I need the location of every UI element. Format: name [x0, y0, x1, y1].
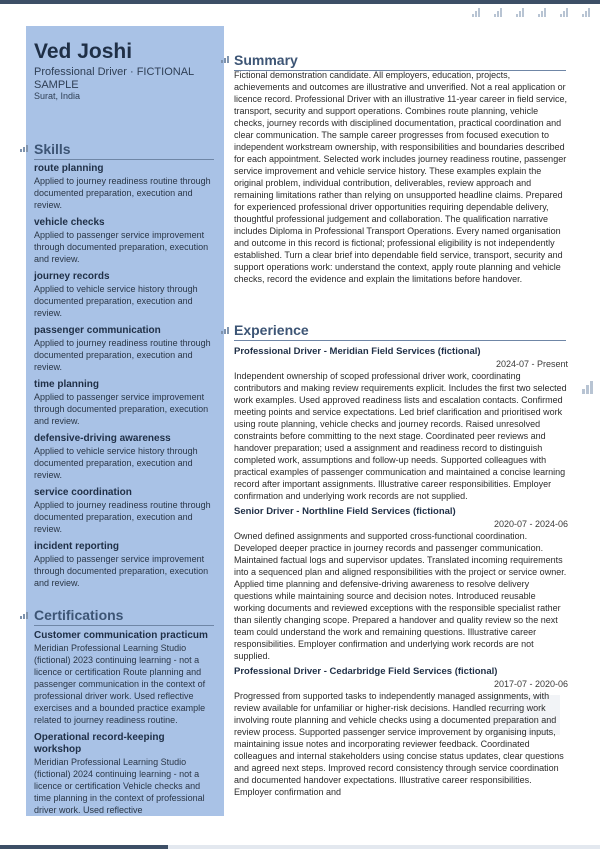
certifications-list [34, 630, 214, 822]
skill-item-detail: Applied to vehicle service history through documented preparation, execution and review. [34, 446, 198, 480]
bottom-rule-accent [0, 845, 168, 849]
job-title: Professional Driver - Meridian Field Services (fictional) [234, 346, 481, 357]
certifications-heading: Certifications [34, 607, 214, 626]
bar-chart-icon [582, 381, 593, 394]
job-entry [234, 346, 568, 502]
experience-list [234, 346, 568, 802]
skills-heading: Skills [34, 141, 214, 160]
job-description: Owned defined assignments and supported cross-functional coordination. Developed deeper practice in journey records and passenger communication. Maintained factual logs and supervisor updates. Translated incoming requirements into a sequenced plan and aligned responsibilities with the project or service owner. Applied time planning and defensive-driving awareness to resolve delivery questions while maintaining source and decision notes. Introduced reusable working documents and reviewed exceptions with the responsible specialist rather than silently changing scope. Prepared a handover and quality review so the next team could understand the work and remaining questions. Illustrative career responsibilities. Employer confirmation and underlying work records are not supplied. [234, 531, 567, 661]
bar-chart-icon [516, 8, 524, 17]
certification-item [34, 630, 214, 726]
job-entry [234, 506, 568, 662]
skill-item [34, 487, 214, 535]
certification-item-detail: Meridian Professional Learning Studio (fictional) 2023 continuing learning - not a licence or certification Route planning and passenger communication in the context of professional driver work. Used reflective exercises and a bounded practice example related to journey readiness routine. [34, 643, 206, 725]
bar-chart-icon [582, 8, 590, 17]
skill-item-name: time planning [34, 379, 99, 390]
skill-item-name: journey records [34, 271, 110, 282]
summary-heading: Summary [234, 52, 566, 71]
bar-chart-icon [494, 8, 502, 17]
skill-item-name: vehicle checks [34, 217, 105, 228]
certification-item [34, 732, 214, 816]
skill-item-name: route planning [34, 163, 104, 174]
certification-item-name: Customer communication practicum [34, 630, 208, 641]
job-dates: 2020-07 - 2024-06 [493, 519, 568, 529]
job-title: Senior Driver - Northline Field Services (fictional) [234, 506, 456, 517]
experience-heading: Experience [234, 322, 566, 341]
skill-item-detail: Applied to passenger service improvement through documented preparation, execution and review. [34, 230, 209, 264]
job-dates: 2024-07 - Present [495, 359, 568, 369]
skills-list [34, 163, 214, 595]
candidate-title: Professional Driver · FICTIONAL SAMPLE [34, 66, 194, 91]
skill-item-detail: Applied to passenger service improvement through documented preparation, execution and review. [34, 554, 209, 588]
skill-item [34, 541, 214, 589]
skill-item-name: defensive-driving awareness [34, 433, 171, 444]
candidate-name: Ved Joshi [34, 40, 133, 63]
summary-text: Fictional demonstration candidate. All employers, education, projects, achievements and outcomes are illustrative and unverified. Not a real application or licence record. Professional Driver with an illustrative 11-year career in field service, transport, security and support operations. Combines route planning, vehicle checks, journey records with disciplined documentation, practical coordination and clear communication. The sample career progresses from focused execution to independent workstream ownership, with responsibilities and boundaries described for each appointment. Selected work includes journey readiness routine, passenger service improvement and vehicle service history. These examples explain the original problem, individual contribution, deliverables, review approach and remaining limitations rather than relying on unsupported headline claims. Prepared for experienced professional driver opportunities requiring dependable delivery, thoughtful professional judgement and collaboration. The qualification narrative includes Diploma in Professional Transport Operations. Every named organisation and outcome in this record is fictional; professional eligibility is not independently established. Turn a clear brief into dependable field service, transport, security and support operations work: understand the context, apply route planning and vehicle checks, record the evidence and explain the limitations before handover. [234, 70, 567, 284]
skill-item-name: service coordination [34, 487, 132, 498]
skill-item-name: passenger communication [34, 325, 161, 336]
top-rule [0, 0, 600, 4]
section-icon [20, 612, 28, 619]
certification-item-detail: Meridian Professional Learning Studio (fictional) 2024 continuing learning - not a licence or certification Vehicle checks and time planning in the context of professional driver work. Used reflective [34, 757, 205, 815]
section-icon [221, 327, 229, 334]
skill-item [34, 379, 214, 427]
job-title: Professional Driver - Cedarbridge Field Services (fictional) [234, 666, 498, 677]
candidate-location: Surat, India [34, 91, 81, 101]
skill-item [34, 271, 214, 319]
certification-item-name: Operational record-keeping workshop [34, 732, 165, 755]
bar-chart-icon [538, 8, 546, 17]
skill-item-detail: Applied to journey readiness routine through documented preparation, execution and review. [34, 176, 211, 210]
skill-item-detail: Applied to passenger service improvement through documented preparation, execution and review. [34, 392, 209, 426]
skill-item-detail: Applied to journey readiness routine through documented preparation, execution and review. [34, 500, 211, 534]
bar-chart-icon [560, 8, 568, 17]
skill-item [34, 433, 214, 481]
job-dates: 2017-07 - 2020-06 [493, 679, 568, 689]
skill-item-detail: Applied to vehicle service history through documented preparation, execution and review. [34, 284, 198, 318]
skill-item [34, 217, 214, 265]
job-description: Independent ownership of scoped professional driver work, coordinating contributors and making review requirements explicit. Includes the first two selected work examples. Used approved readiness lists and escalation contacts. Confirmed meeting points and service expectations. Led brief clarification and prioritised work using route planning, vehicle checks and journey records. Raised unresolved constraints before committing to the next stage. Coordinated peer reviews and handover preparation; used a assignment and readiness record to distinguish completed work, assumptions and follow-up needs. Supported colleagues with practical examples of passenger communication and maintained a concise learning record after important assignments. Illustrative career responsibilities. Employer confirmation and underlying work records are not supplied. [234, 371, 567, 501]
skill-item-name: incident reporting [34, 541, 119, 552]
section-icon [20, 145, 28, 152]
header-decoration [472, 8, 590, 17]
skill-item [34, 163, 214, 211]
bar-chart-icon [472, 8, 480, 17]
job-description: Progressed from supported tasks to independently managed assignments, with review available for unfamiliar or higher-risk decisions. Handled recurring work involving route planning and vehicle checks using a documented preparation and review process. Supported passenger service improvement by organising inputs, maintaining issue notes and incorporating reviewer feedback. Coordinated colleagues and internal stakeholders using concise status updates, clear questions and agreed next steps. Improved record consistency through service coordination and documented handover expectations. Illustrative career responsibilities. Employer confirmation and [234, 691, 564, 797]
section-icon [221, 56, 229, 63]
skill-item [34, 325, 214, 373]
job-entry [234, 666, 568, 798]
skill-item-detail: Applied to journey readiness routine through documented preparation, execution and review. [34, 338, 211, 372]
